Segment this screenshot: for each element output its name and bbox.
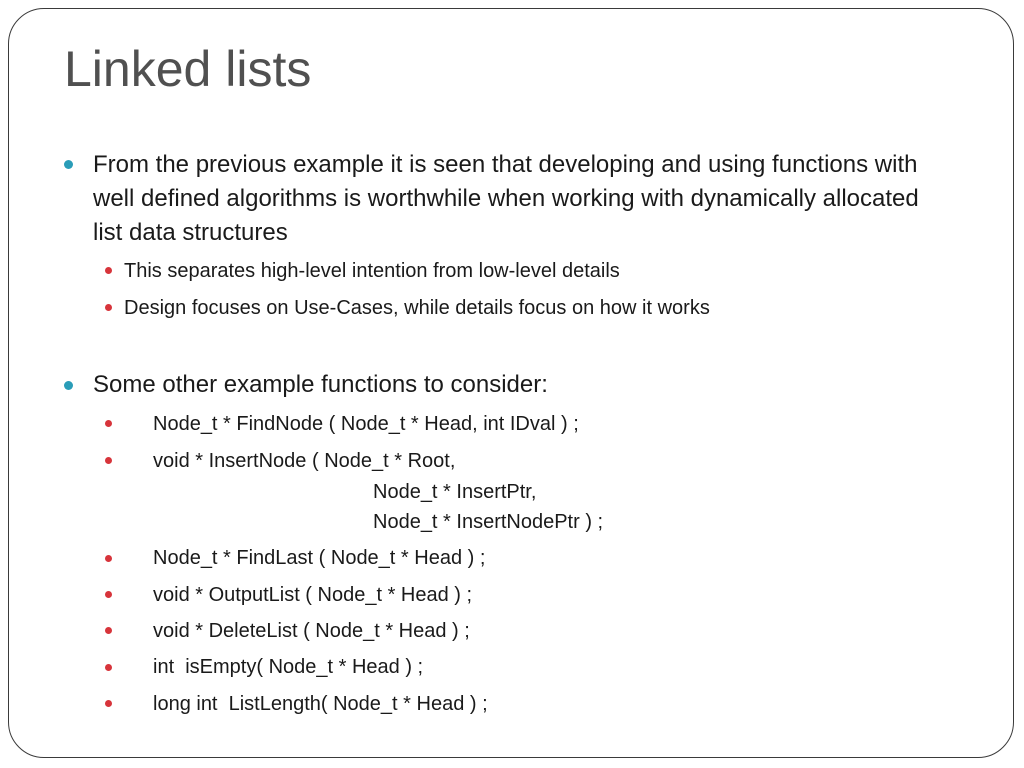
- bullet-dot: [64, 160, 73, 169]
- sub-bullet-dot: [105, 304, 112, 311]
- function-signature: Node_t * FindNode ( Node_t * Head, int IDval ) ;: [153, 413, 579, 435]
- sub-bullet-dot: [105, 457, 112, 464]
- sub-bullet-dot: [105, 555, 112, 562]
- function-signature: Node_t * FindLast ( Node_t * Head ) ;: [153, 547, 486, 569]
- bullet-text-1: From the previous example it is seen that developing and using functions with well defined algorithms is worthwhile when working with dynamically allocated list data structures: [93, 151, 919, 246]
- sub-bullet-dot: [105, 664, 112, 671]
- function-signature: void * OutputList ( Node_t * Head ) ;: [153, 584, 473, 606]
- sub-bullet-dot: [105, 627, 112, 634]
- function-signature-continuation: Node_t * InsertNodePtr ) ;: [373, 511, 604, 533]
- sub-bullet-dot: [105, 591, 112, 598]
- sub-bullet-dot: [105, 420, 112, 427]
- function-signature: int isEmpty( Node_t * Head ) ;: [153, 656, 424, 678]
- function-signature: void * InsertNode ( Node_t * Root,: [153, 450, 456, 472]
- bullet-text-2: Some other example functions to consider:: [93, 371, 548, 398]
- sub-bullet-dot: [105, 700, 112, 707]
- sub-bullet-text: This separates high-level intention from low-level details: [124, 260, 620, 282]
- slide-title: Linked lists: [64, 41, 312, 97]
- sub-bullet-text: Design focuses on Use-Cases, while details focus on how it works: [124, 297, 710, 319]
- function-signature: void * DeleteList ( Node_t * Head ) ;: [153, 620, 470, 642]
- bullet-dot: [64, 381, 73, 390]
- function-signature-continuation: Node_t * InsertPtr,: [373, 481, 537, 503]
- function-signature: long int ListLength( Node_t * Head ) ;: [153, 693, 488, 715]
- sub-bullet-dot: [105, 267, 112, 274]
